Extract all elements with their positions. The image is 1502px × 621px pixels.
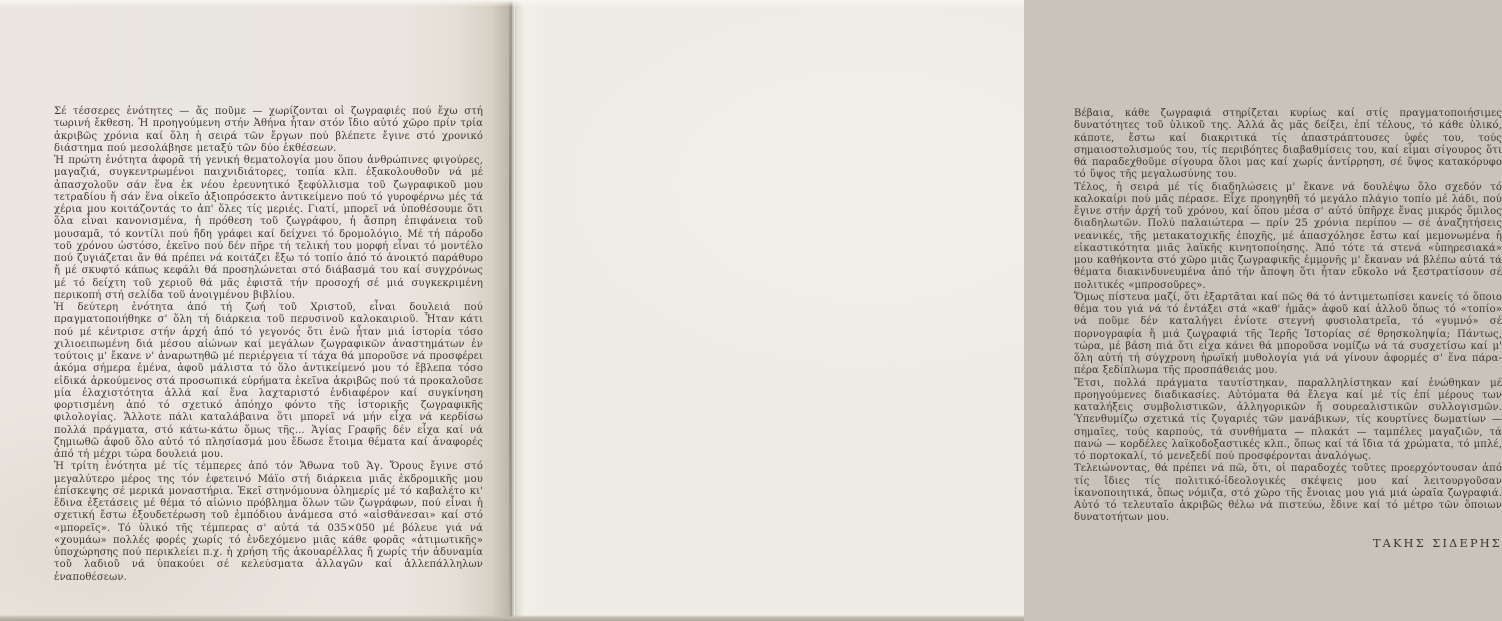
left-page [0,0,512,621]
paragraph: Ἔτσι, πολλά πράγματα ταυτίστηκαν, παραλληλίστηκαν καί ἑνώθηκαν μέ προηγούμενες διαδικασίες. Αὐτόματα θά ἔλεγα καί μέ τίς ἐπί μέρους των καταλήξεις συμβολιστικῶν, ἀλληγορικῶν ἤ σουρεαλιστικῶν συλλογισμῶν. Ὑπενθυμίζω σχετικά τίς ζυγαριές τῶν μανάβικων, τίς κουρτίνες δωματίων — σημαῖες, τούς καρπούς, τά συνθήματα — πλακάτ — ταμπέλες μαγαζιῶν, τά πανώ — κορδέλες λαϊκοδοξαστικές κλπ., ὅπως καί τά ἴδια τά χρώματα, τό μπλέ, τό πορτοκαλί, τό μενεξεδί πού προσφέρονται ἀναλόγως. [1074,377,1502,462]
gutter-fold-highlight [514,0,515,621]
author-signature: ΤΑΚΗΣ ΣΙΔΕΡΗΣ [1372,536,1502,550]
scan-top-edge [0,0,1024,7]
paragraph: Ἡ δεύτερη ἑνότητα ἀπό τή ζωή τοῦ Χριστοῦ, εἶναι δουλειά πού πραγματοποιήθηκε σ' ὅλη τή διάρκεια τοῦ περυσινοῦ καλοκαιριοῦ. Ἦταν κάτι πού μέ κέντρισε στήν ἀρχή ἀπό τό γεγονός ὅτι ἐνῶ ἦταν μιά ἱστορία τόσο χιλιοειπωμένη διά μέσου αἰώνων καί μεγάλων ζωγραφικῶν ἀναστημάτων ἐν τούτοις μ' ἔκανε ν' ἀναρωτηθῶ μέ περιέργεια τί τάχα θά μποροῦσε νά προσφέρει ἀκόμα σήμερα ἐμένα, ἀφοῦ μάλιστα τό ὅλο ἀντικείμενό μου τό ἔβλεπα τόσο εἰδικά ἀρκούμενος στά προσωπικά εὑρήματα ἐκεῖνα ἀκριβῶς πού τά προκαλοῦσε μία ἐλαχιστότητα ἀλλά καί ἕνα λαχταριστό ἐνδιαφέρον καί συγκίνηση φορτισμένη ἀπό τό σχετικό ἀπόηχο φόντο τῆς ἱστορικῆς ζωγραφικῆς φιλολογίας. Ἄλλοτε πάλι καταλάβαινα ὅτι μπορεῖ νά μήν εἶχα νά κερδίσω πολλά πράγματα, στό κάτω-κάτω ὅμως τῆς... Ἁγίας Γραφῆς δέν εἶχα καί νά ζημιωθῶ ἀφοῦ ὅλο αὐτό τό πλησίασμά μου ἔδωσε ἕτοιμα θέματα καί ἀναφορές ἀπό τή μέχρι τώρα δουλειά μου. [54,302,483,460]
paragraph: Βέβαια, κάθε ζωγραφιά στηρίζεται κυρίως καί στίς πραγματοποιήσιμες δυνατότητες τοῦ ὑλικοῦ της. Ἀλλά ἄς μᾶς δείξει, ἐπί τέλους, τό κάθε ὑλικό, κάποτε, ἔστω καί διακριτικά τίς ἀπαστράπτουσες ὑφές του, τούς σημαιοστολισμούς του, τίς περιβόητες διαβαθμίσεις του, καί εἶμαι σίγουρος ὅτι θά παραδεχθοῦμε σίγουρα ὅλοι μας καί χωρίς ἀντίρρηση, σέ ὕψος κατακόρυφο τό ὕψος τῆς μεγαλωσύνης του. [1074,108,1502,181]
paragraph: Σέ τέσσερες ἑνότητες — ἄς ποῦμε — χωρίζονται οἱ ζωγραφιές πού ἔχω στή τωρινή ἔκθεση. Ἡ προηγούμενη στήν Ἀθήνα ἦταν στόν ἴδιο αὐτό χῶρο πρίν τρία ἀκριβῶς χρόνια καί ὅλη ἡ σειρά τῶν ἔργων πού βλέπετε ἔγινε στό χρονικό διάστημα πού μεσολάβησε μεταξύ τῶν δύο ἐκθέσεων. [54,106,483,154]
paragraph: Τελειώνοντας, θά πρέπει νά πῶ, ὅτι, οἱ παραδοχές τοῦτες προερχόντουσαν ἀπό τίς ἴδιες τίς πολιτικό-ἰδεολογικές σκέψεις μου καί λειτουργοῦσαν ἱκανοποιητικά, ὅπως νόμιζα, στό χῶρο τῆς ἔνοιας μου γιά μιά ὡραῖα ζωγραφιά. Αὐτό τό τελευταῖο ἀκριβῶς θέλω νά πιστεύω, ἔδινε καί τό μέτρο τῶν ὅποιων δυνατοτήτων μου. [1074,463,1502,524]
paragraph: Τέλος, ἡ σειρά μέ τίς διαδηλώσεις μ' ἔκανε νά δουλέψω ὅλο σχεδόν τό καλοκαίρι πού μᾶς πέρασε. Εἶχε προηγηθῆ τό μεγάλο πλάγιο τοπίο μέ λάδι, πού ἔγινε στήν ἀρχή τοῦ χρόνου, καί ὅπου μέσα σ' αὐτό ὑπῆρχε ἕνας μικρός ὅμιλος διαδηλωτῶν. Πολύ παλαιώτερα — πρίν 25 χρόνια περίπου — σέ ἀναζητήσεις νεανικές, τῆς μετακατοχικῆς ἐποχῆς, μέ ἀπασχόλησε ἔστω καί μεμονωμένα ἡ εἰκαστικότητα μιᾶς λαϊκῆς κινητοποίησης. Ἀπό τότε τά στενά «ὑπηρεσιακά» μου καθήκοντα στό χῶρο μιᾶς ζωγραφικῆς ἐμμονῆς μ' ἔκαναν νά βλέπω αὐτά τά θέματα διακινδυνευμένα ἀπό τήν ἄποψη ὅτι ἦταν εὔκολο νά ξεστρατίσουν σέ πολιτικές «μπροσοῦρες». [1074,181,1502,291]
paragraph: Ὅμως πίστευα μαζί, ὅτι ἐξαρτᾶται καί πῶς θά τό ἀντιμετωπίσει κανείς τό ὅποιο θέμα του γιά νά τό ἐντάξει στά «καθ' ἡμᾶς» ἀφοῦ καί ἀλλοῦ ὅπως τό «τοπίο» νά ποῦμε δέν καταλήγει ἐνίοτε στεγνή φυσιολατρεῖα, τό «γυμνό» σέ πορνογραφία ἤ μιά ζωγραφιά τῆς Ἱερῆς Ἱστορίας σέ θρησκοληψία; Πάντως, τώρα, μέ βάση πιά ὅτι εἶχα κάνει θά μποροῦσα νομίζω νά τά συσχετίσω καί μ' ὅλη αὐτή τή σύγχρονη ἡρωϊκή μυθολογία γιά νά γίνουν ἀφορμές σ' ἕνα πάρα-πέρα ξεδίπλωμα τῆς προσπάθειάς μου. [1074,291,1502,377]
scan-bottom-edge [0,615,1024,621]
right-page [512,0,1502,621]
left-page-text [54,106,483,584]
gutter-fold-line [509,0,511,621]
right-page-text [1074,108,1502,550]
paragraph: Ἡ τρίτη ἑνότητα μέ τίς τέμπερες ἀπό τόν Ἄθωνα τοῦ Ἁγ. Ὄρους ἔγινε στό μεγαλύτερο μέρος της τόν ἐφετεινό Μάϊο στή διάρκεια μιᾶς ἐκδρομικῆς μου ἐπίσκεψης σέ μερικά μοναστήρια. Ἐκεῖ στηνόμουνα ὁλημερίς μέ τό καβαλέτο κι' ἔδινα ἐξετάσεις μέ θέμα τό αἰώνιο πρόβλημα ὅλων τῶν ζωγράφων, πού εἶναι ἡ σχετική ἔστω ἐξουδετέρωση τοῦ ἐμπόδιου ἀνάμεσα στό «αἰσθάνεσαι» καί στό «μπορεῖς». Τό ὑλικό τῆς τέμπερας σ' αὐτά τά 035×050 μέ βόλευε γιά νά «χουμάω» πολλές φορές χωρίς τό ἐνδεχόμενο μιᾶς κάθε φορᾶς «ἀτιμωτικῆς» ὑποχώρησης πού περικλείει π.χ. ἡ χρήση τῆς ἀκουαρέλλας ἤ χωρίς τήν ἀδυναμία τοῦ λαδιοῦ νά ὑπακούει σέ κελεύσματα ἀλλαγῶν καί ἀλλεπάλληλων ἐναποθέσεων. [54,461,483,583]
paragraph: Ἡ πρώτη ἑνότητα ἀφορᾶ τή γενική θεματολογία μου ὅπου ἀνθρώπινες φιγούρες, μαγαζιά, συγκεντρωμένοι παιχνιδιάτορες, τοπία κλπ. ἐξακολουθοῦν νά μέ ἀπασχολοῦν σάν ἕνα ἐκ νέου ἐρευνητικό ξεφύλλισμα τοῦ ζωγραφικοῦ μου τετραδίου ἤ σάν ἕνα οἰκεῖο ἀξιοπρόσεκτο ἀντικείμενο πού τό γυροφέρνω μές τά χέρια μου κοιτάζοντάς το ἀπ' ὅλες τίς μεριές. Γιατί, μπορεῖ νά ὑποθέσουμε ὅτι ὅλα εἶναι κανονισμένα, ἡ πρόθεση τοῦ ζωγράφου, ἡ ἄσπρη ἐπιφάνεια τοῦ μουσαμᾶ, τό κοντίλι πού ἤδη γράφει καί δείχνει τό δρομολόγιο. Μέ τή πάροδο τοῦ χρόνου ὡστόσο, ἐκεῖνο πού δέν πῆρε τή τελική του μορφή εἶναι τό μοντέλο πού ζυγιάζεται ἄν θά πρέπει νά κοιτάζει ἔξω τό τοπίο ἀπό τό ἀνοικτό παράθυρο ἤ μέ σκυφτό κάπως κεφάλι θά προσηλώνεται στό διάβασμά του καί συγχρόνως μέ τό δείχτη τοῦ χεριοῦ θά μᾶς ἐφιστᾶ τήν προσοχή σέ μιά συγκεκριμένη περικοπή στή σελίδα τοῦ ἀνοιγμένου βιβλίου. [54,155,483,301]
